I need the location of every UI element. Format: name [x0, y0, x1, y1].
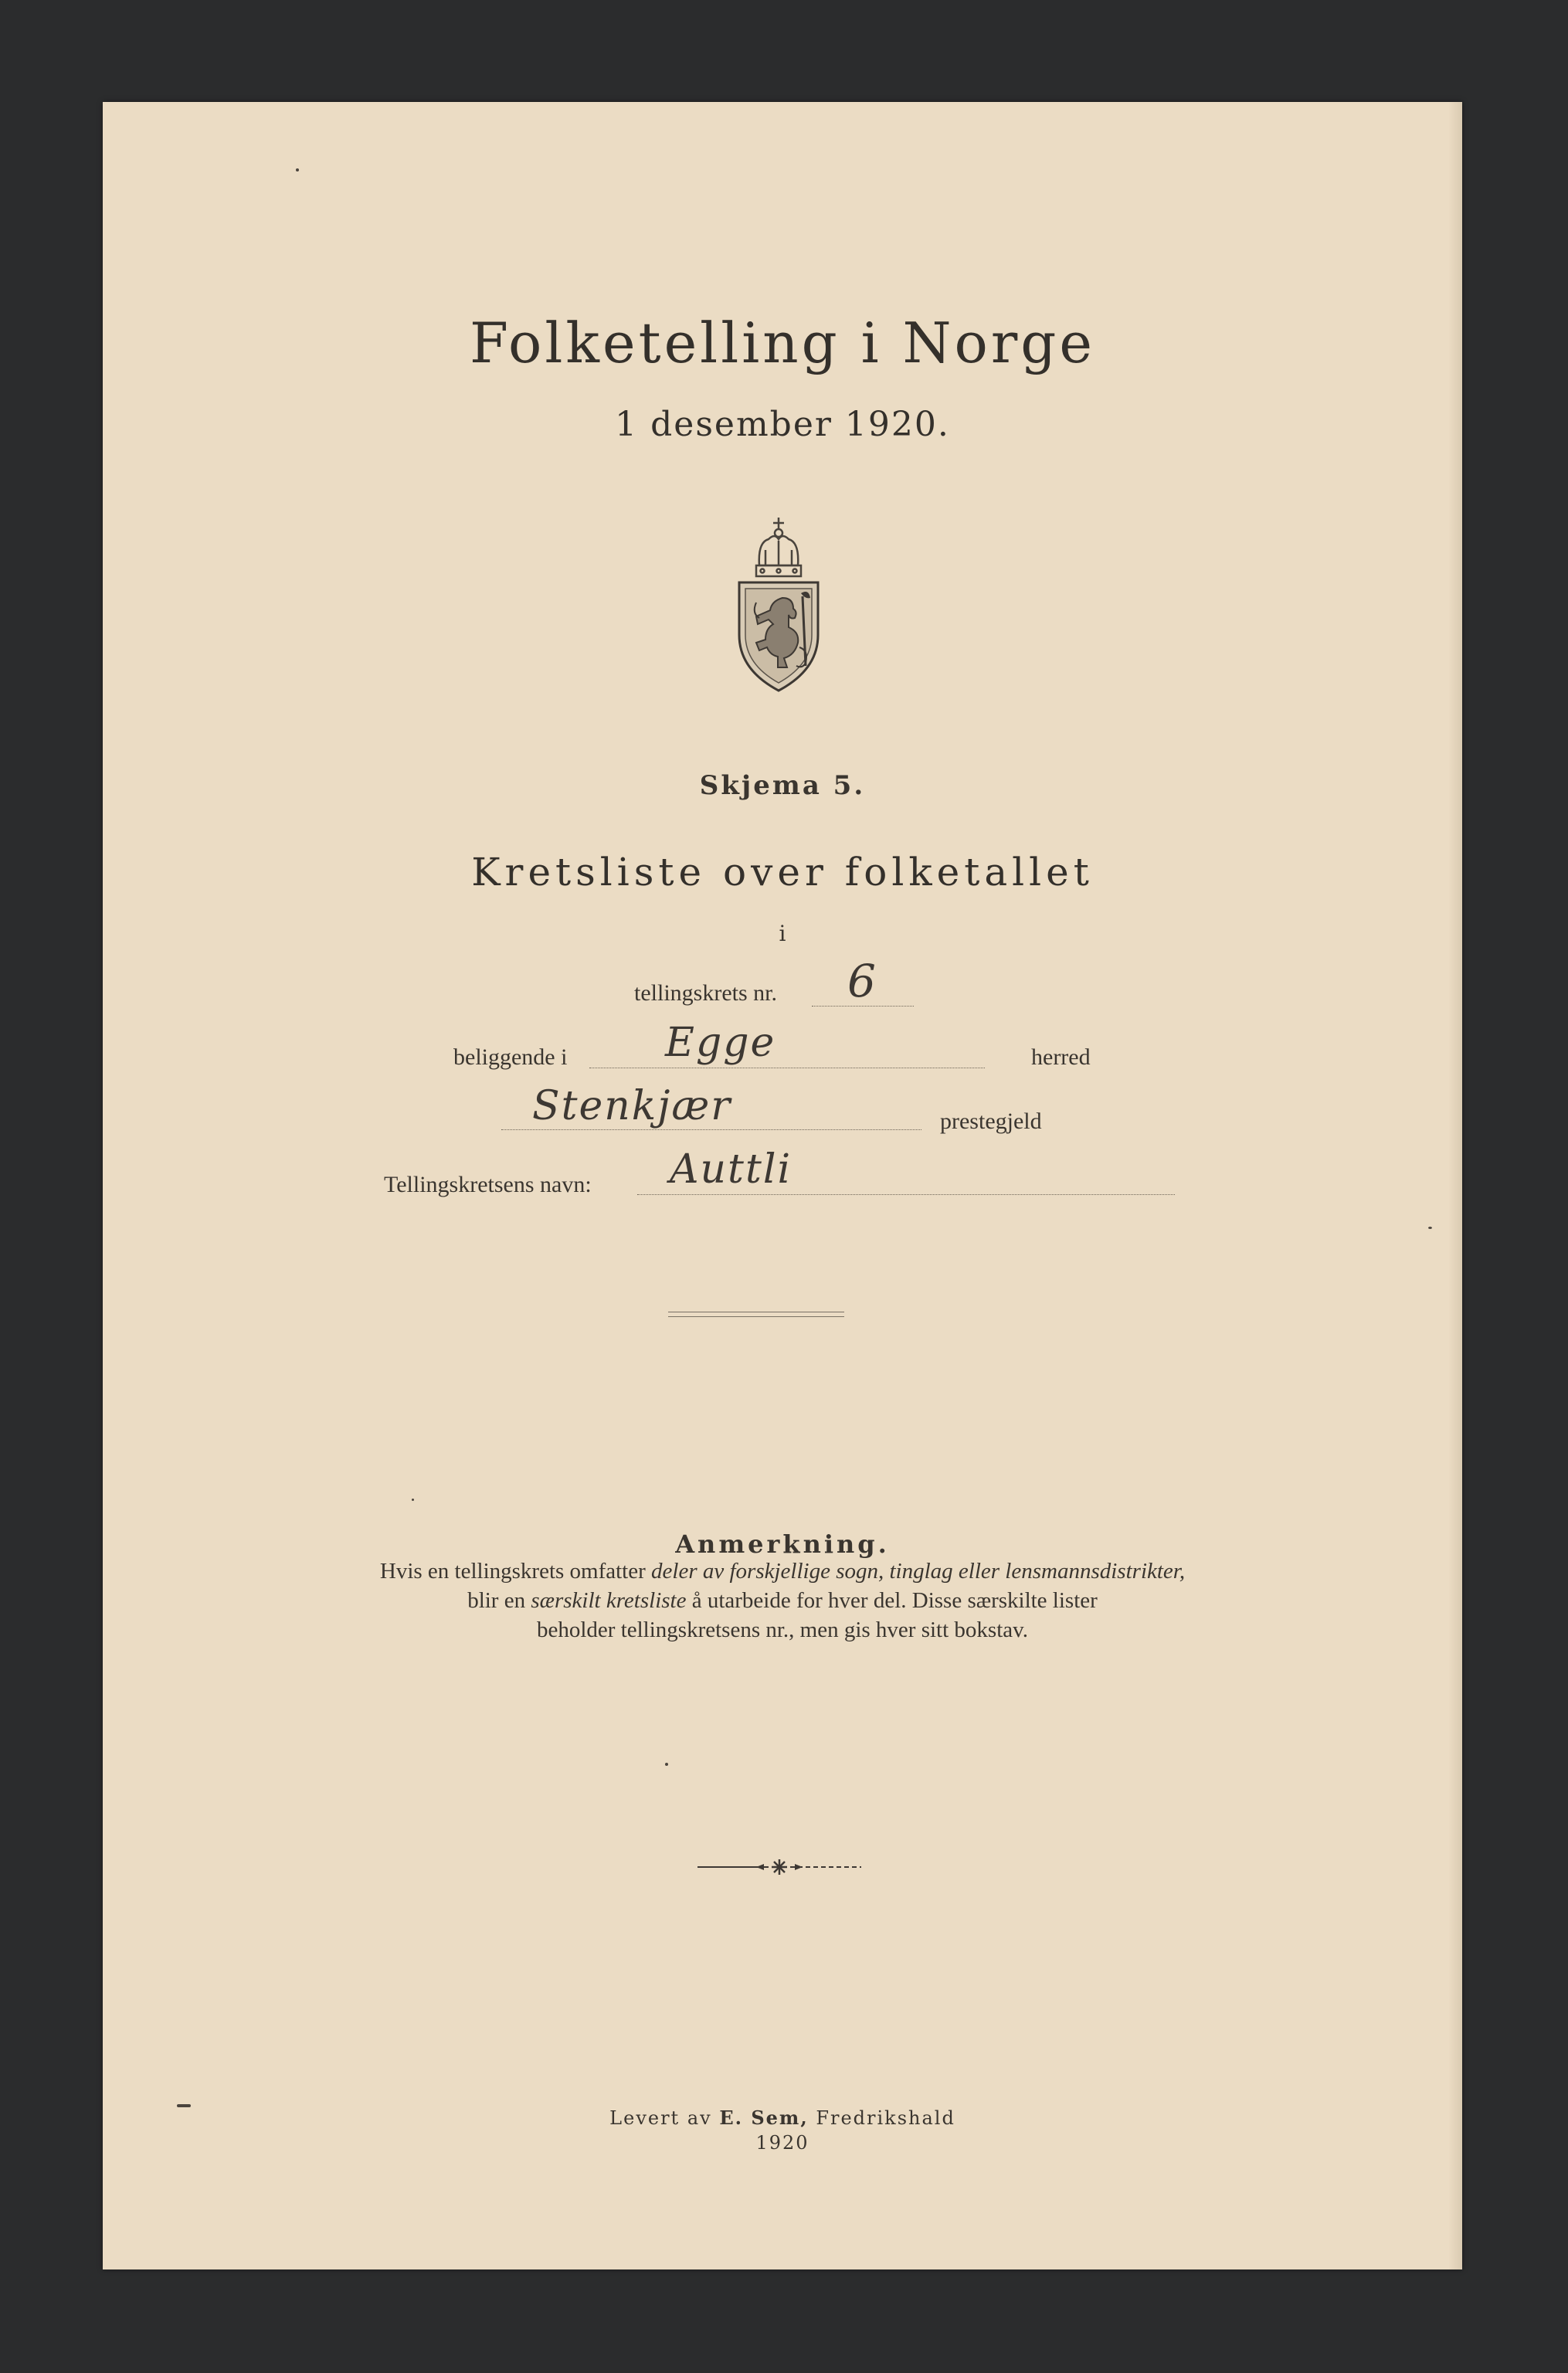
- heading-connector: i: [779, 921, 786, 946]
- note-line-2: [103, 1588, 1462, 1614]
- printer-place: Fredrikshald: [808, 2107, 955, 2129]
- prestegjeld-label: prestegjeld: [940, 1108, 1042, 1134]
- schema-label: Skjema 5.: [699, 770, 866, 801]
- note-line-2-text-a: blir en: [467, 1588, 531, 1613]
- printer-name: E. Sem,: [719, 2107, 809, 2129]
- note-line-1: [103, 1559, 1462, 1584]
- form-heading: Kretsliste over folketallet: [471, 850, 1094, 895]
- krets-number-value: 6: [847, 955, 877, 1007]
- printer-credit: [103, 2107, 1462, 2129]
- coat-of-arms-icon: [728, 511, 829, 697]
- note-line-1-text: Hvis en tellingskrets omfatter: [379, 1559, 652, 1584]
- paper-speck: [296, 168, 299, 171]
- printer-prefix: Levert av: [609, 2107, 720, 2129]
- note-title: Anmerkning.: [675, 1529, 890, 1559]
- prestegjeld-line[interactable]: [501, 1129, 921, 1130]
- paper-speck: [412, 1499, 414, 1501]
- ornament-divider-icon: [694, 1855, 864, 1879]
- printer-year: 1920: [755, 2132, 809, 2154]
- census-form-page: [103, 102, 1462, 2269]
- prestegjeld-value: Stenkjær: [532, 1083, 732, 1129]
- krets-name-value: Auttli: [670, 1146, 792, 1193]
- beliggende-label: beliggende i: [453, 1044, 568, 1070]
- paper-speck: [1428, 1227, 1432, 1229]
- note-line-1-emphasis: deler av forskjellige sogn, tinglag eller lensmannsdistrikter,: [651, 1559, 1186, 1584]
- paper-speck: [177, 2104, 191, 2107]
- krets-name-label: Tellingskretsens navn:: [384, 1172, 592, 1197]
- note-line-3: beholder tellingskretsens nr., men gis hver sitt bokstav.: [536, 1618, 1029, 1642]
- note-line-2-text-b: å utarbeide for hver del. Disse særskilte lister: [686, 1588, 1098, 1613]
- note-line-2-emphasis: særskilt kretsliste: [531, 1588, 687, 1613]
- krets-number-label: tellingskrets nr.: [634, 980, 777, 1006]
- document-title: Folketelling i Norge: [470, 311, 1095, 375]
- section-divider: [668, 1312, 844, 1317]
- herred-value: Egge: [665, 1020, 776, 1066]
- document-date: 1 desember 1920.: [615, 405, 950, 444]
- paper-speck: [665, 1763, 668, 1766]
- herred-label: herred: [1031, 1044, 1091, 1070]
- krets-name-line[interactable]: [637, 1194, 1175, 1195]
